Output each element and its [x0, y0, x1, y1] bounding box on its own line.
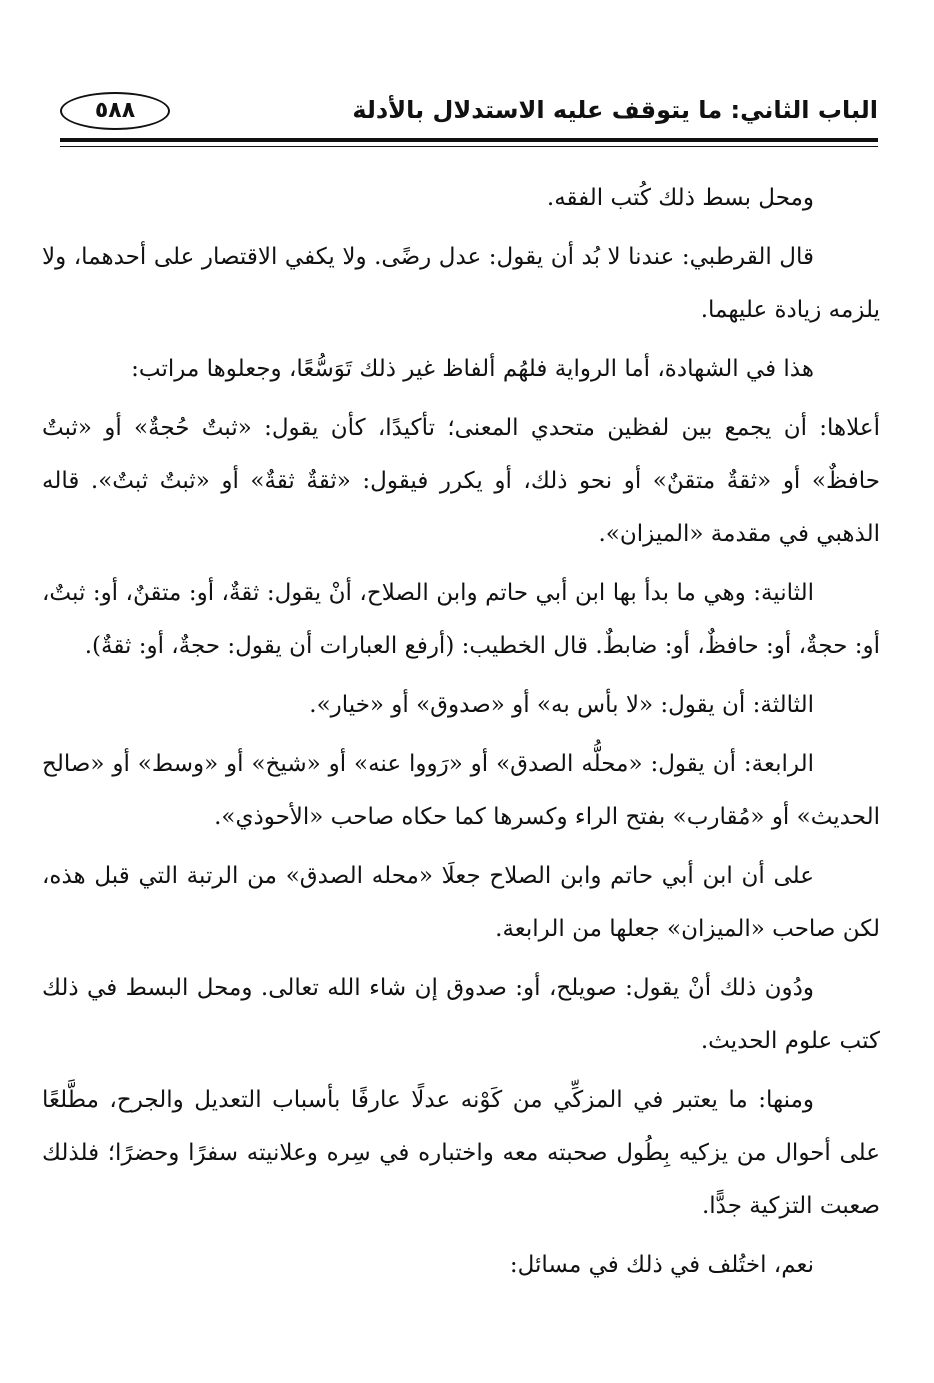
- paragraph: الثالثة: أن يقول: «لا بأس به» أو «صدوق» أو «خيار».: [309, 692, 814, 718]
- paragraph: ودُون ذلك أنْ يقول: صويلح، أو: صدوق إن شاء الله تعالى. ومحل البسط في ذلك كتب علوم الحديث.: [42, 975, 880, 1054]
- paragraph: على أن ابن أبي حاتم وابن الصلاح جعلَا «محله الصدق» من الرتبة التي قبل هذه، لكن صاحب «الميزان» جعلها من الرابعة.: [42, 863, 880, 942]
- paragraph: الثانية: وهي ما بدأ بها ابن أبي حاتم وابن الصلاح، أنْ يقول: ثقةٌ، أو: متقنٌ، أو: ثبتٌ، أو: حجةٌ، أو: حافظٌ، أو: ضابطٌ. قال الخطيب: (أرفع العبارات أن يقول: حجةٌ، أو: ثقةٌ).: [42, 580, 880, 659]
- header-rule-thin: [60, 146, 878, 147]
- paragraph: الرابعة: أن يقول: «محلُّه الصدق» أو «رَووا عنه» أو «شيخ» أو «وسط» أو «صالح الحديث» أو «مُقارب» بفتح الراء وكسرها كما حكاه صاحب «الأحوذي».: [42, 751, 880, 830]
- paragraph: نعم، اختُلف في ذلك في مسائل:: [509, 1252, 814, 1278]
- chapter-title: الباب الثاني: ما يتوقف عليه الاستدلال بالأدلة: [352, 96, 878, 124]
- paragraph: ومنها: ما يعتبر في المزكِّي من كَوْنه عدلًا عارفًا بأسباب التعديل والجرح، مطَّلعًا على أحوال من يزكيه بِطُول صحبته معه واختباره في سِره وعلانيته سفرًا وحضرًا؛ فلذلك صعبت التزكية جدًّا.: [42, 1087, 880, 1219]
- paragraph: ومحل بسط ذلك كُتب الفقه.: [546, 185, 814, 211]
- page-number-badge: ٥٨٨: [60, 92, 170, 130]
- header-rule-thick: [60, 138, 878, 142]
- page-header: [60, 88, 878, 138]
- paragraph: أعلاها: أن يجمع بين لفظين متحدي المعنى؛ تأكيدًا، كأن يقول: «ثبتٌ حُجةٌ» أو «ثبتٌ حافظٌ» أو «ثقةٌ متقنٌ» أو نحو ذلك، أو يكرر فيقول: «ثقةٌ ثقةٌ» أو «ثبتٌ ثبتٌ». قاله الذهبي في مقدمة «الميزان».: [42, 415, 880, 547]
- page-body: [42, 172, 880, 1298]
- paragraph: هذا في الشهادة، أما الرواية فلهُم ألفاظ غير ذلك تَوَسُّعًا، وجعلوها مراتب:: [131, 356, 814, 382]
- paragraph: قال القرطبي: عندنا لا بُد أن يقول: عدل رضًى. ولا يكفي الاقتصار على أحدهما، ولا يلزمه زيادة عليهما.: [42, 244, 880, 323]
